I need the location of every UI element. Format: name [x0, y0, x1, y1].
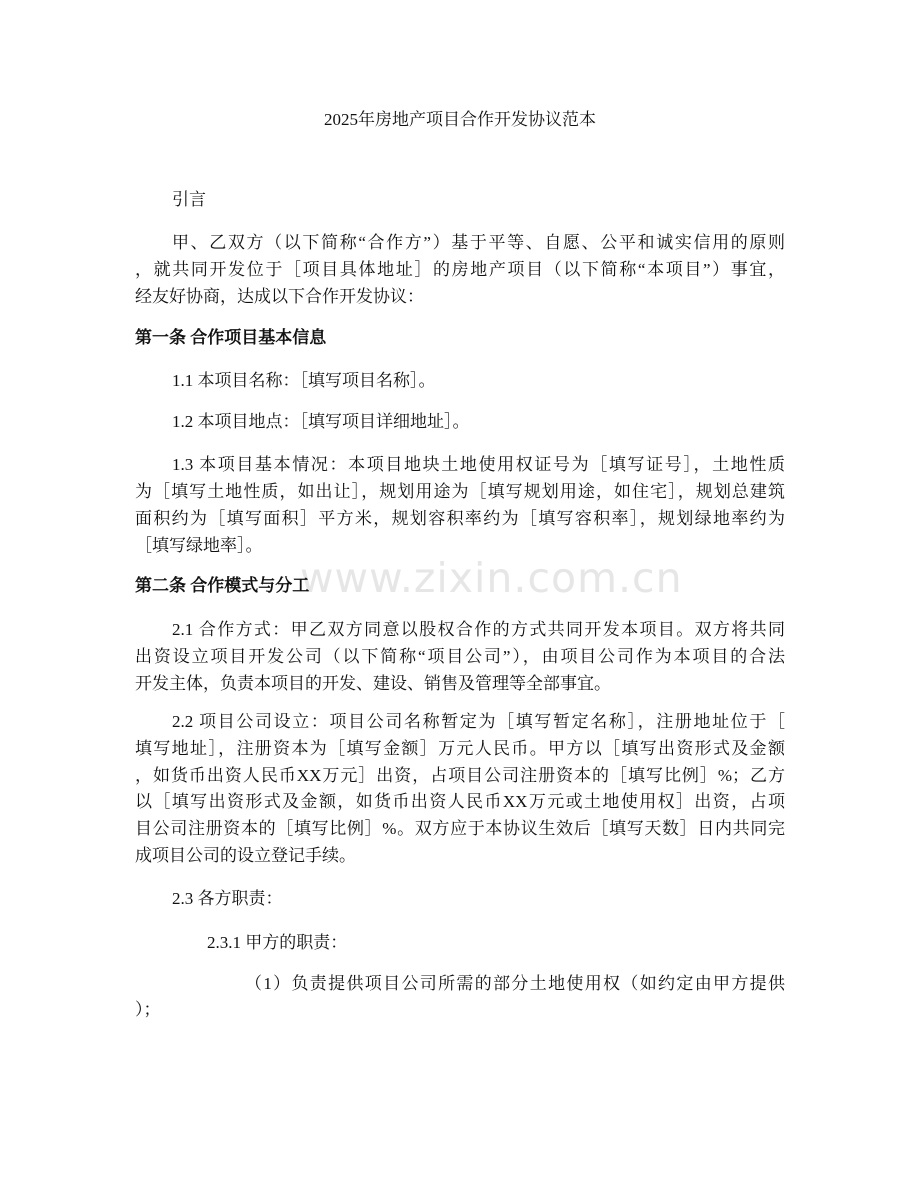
document-title: 2025年房地产项目合作开发协议范本	[324, 110, 596, 129]
intro-paragraph	[135, 229, 785, 310]
paragraph-line: 成项目公司的设立登记手续。	[135, 845, 356, 865]
paragraph-line: 开发主体，负责本项目的开发、建设、销售及管理等全部事宜。	[135, 674, 611, 693]
watermark: www.zixin.com.cn	[300, 554, 683, 602]
paragraph-line: 1.3 本项目基本情况：本项目地块土地使用权证号为［填写证号］，土地性质	[172, 455, 785, 474]
paragraph-line: 以［填写出资形式及金额，如货币出资人民币XX万元或土地使用权］出资，占项	[135, 792, 785, 812]
paragraph-line: 出资设立项目开发公司（以下简称“项目公司”），由项目公司作为本项目的合法	[135, 647, 785, 666]
clause-2-3: 2.3 各方职责：	[172, 889, 283, 908]
paragraph-line: ，就共同开发位于［项目具体地址］的房地产项目（以下简称“本项目”）事宜，	[135, 260, 785, 279]
intro-heading: 引言	[172, 190, 206, 209]
paragraph-line: 2.1 合作方式：甲乙双方同意以股权合作的方式共同开发本项目。双方将共同	[172, 620, 785, 639]
article-1-heading: 第一条 合作项目基本信息	[135, 328, 327, 347]
paragraph-line: ，如货币出资人民币XX万元］出资，占项目公司注册资本的［填写比例］%；乙方	[135, 765, 785, 785]
paragraph-line: 甲、乙双方（以下简称“合作方”）基于平等、自愿、公平和诚实信用的原则	[172, 233, 785, 252]
clause-1-2: 1.2 本项目地点：［填写项目详细地址］。	[172, 412, 470, 431]
paragraph-line: （1）负责提供项目公司所需的部分土地使用权（如约定由甲方提供	[245, 974, 785, 993]
paragraph-line: ）；	[135, 1000, 161, 1019]
paragraph-line: 为［填写土地性质，如出让］，规划用途为［填写规划用途，如住宅］，规划总建筑	[135, 482, 785, 501]
clause-2-2	[135, 709, 785, 870]
paragraph-line: 2.2 项目公司设立：项目公司名称暂定为［填写暂定名称］，注册地址位于［	[172, 712, 785, 731]
clause-2-3-1: 2.3.1 甲方的职责：	[207, 933, 348, 952]
duty-item-1	[135, 971, 785, 1023]
article-2-heading: 第二条 合作模式与分工	[135, 576, 310, 595]
paragraph-line: 经友好协商，达成以下合作开发协议：	[135, 287, 424, 306]
clause-2-1	[135, 616, 785, 697]
paragraph-line: 填写地址］，注册资本为［填写金额］万元人民币。甲方以［填写出资形式及金额	[135, 738, 785, 758]
paragraph-line: ［填写绿地率］。	[135, 536, 263, 555]
paragraph-line: 面积约为［填写面积］平方米，规划容积率约为［填写容积率］，规划绿地率约为	[135, 509, 785, 528]
clause-1-1: 1.1 本项目名称：［填写项目名称］。	[172, 371, 436, 390]
clause-1-3	[135, 451, 785, 559]
paragraph-line: 目公司注册资本的［填写比例］%。双方应于本协议生效后［填写天数］日内共同完	[135, 819, 785, 839]
